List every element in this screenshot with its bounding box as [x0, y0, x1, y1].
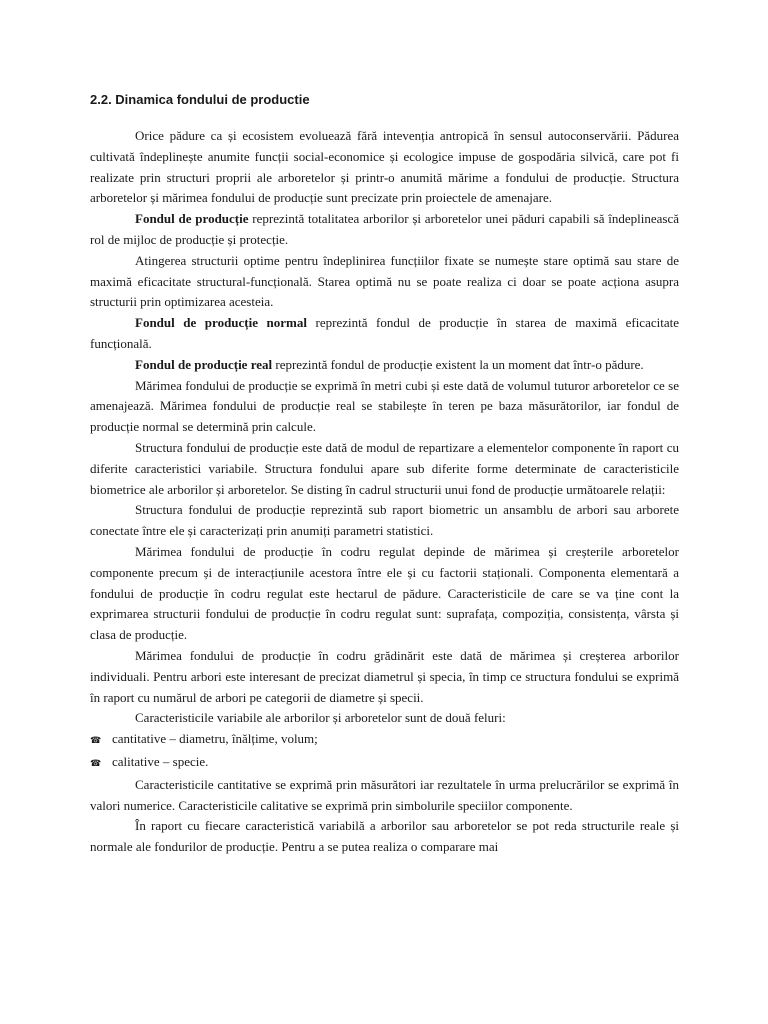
bold-term: Fondul de producție [135, 211, 249, 227]
paragraph [90, 646, 679, 708]
bullet-glyph-icon: ☎ [90, 758, 102, 769]
bold-term: Fondul de producție real [135, 356, 273, 372]
paragraph [90, 251, 679, 313]
paragraph [90, 209, 679, 251]
document-body [90, 126, 679, 858]
paragraph [90, 313, 679, 355]
paragraph [90, 816, 679, 858]
paragraph-text: Mărimea fondului de producție în codru regulat depinde de mărimea și creșterile arboretelor componente precum și de interacțiunile acestora între ele și cu factorii staționali. Componenta elementară a fondului de producție în codru regulat este hectarul de pădure. Caracteristicile de care se va ține cont la exprimarea structurii fondului de producție în codru regulat sunt: suprafața, compoziția, consistența, vârsta și clasa de producție. [90, 543, 679, 643]
paragraph [90, 708, 679, 729]
paragraph-text: Mărimea fondului de producție se exprimă în metri cubi și este dată de volumul tuturor arboretelor ce se amenajează. Mărimea fondului de producție real se stabilește în teren pe baza măsurătorilor, iar fondul de producție normal se determină prin calcule. [90, 377, 679, 435]
paragraph-text: Orice pădure ca și ecosistem evoluează fără intevenția antropică în sensul autoconservării. Pădurea cultivată îndeplinește anumite funcții social-economice și ecologice impuse de gospodăria silvică, care pot fi realizate prin structuri proprii ale arboretelor și printr-o anumită mărime a fondului de producție. Structura arboretelor și mărimea fondului de producție sunt precizate prin proiectele de amenajare. [90, 128, 679, 206]
paragraph-text: reprezintă totalitatea arborilor și arboretelor unei păduri capabili să îndeplinească rol de mijloc de producție și protecție. [90, 211, 679, 247]
paragraph-text: Structura fondului de producție reprezintă sub raport biometric un ansamblu de arbori sau arborete conectate între ele și caracterizați prin anumiți parametri statistici. [90, 502, 679, 539]
list-item [90, 752, 679, 775]
document-page [90, 92, 679, 858]
paragraph-text: reprezintă fondul de producție în starea de maximă eficacitate funcțională. [90, 315, 679, 351]
paragraph [90, 438, 679, 500]
section-heading: 2.2. Dinamica fondului de productie [90, 92, 310, 107]
bold-term: Fondul de producție normal [135, 315, 307, 331]
bullet-glyph-icon: ☎ [90, 736, 102, 747]
paragraph [90, 355, 679, 376]
paragraph [90, 542, 679, 646]
paragraph-text: reprezintă fondul de producție existent la un moment dat într-o pădure. [272, 356, 644, 372]
list-item [90, 729, 679, 752]
paragraph [90, 775, 679, 817]
paragraph-text: Structura fondului de producție este dată de modul de repartizare a elementelor componente în raport cu diferite caracteristici variabile. Structura fondului apare sub diferite forme determinate de caracteristicile biometrice ale arborilor și arboretelor. Se disting în cadrul structurii unui fond de producție următoarele relații: [90, 439, 679, 497]
list-item-text: calitative – specie. [112, 753, 209, 769]
paragraph-text: Mărimea fondului de producție în codru grădinărit este dată de mărimea și creșterea arborilor individuali. Pentru arbori este interesant de precizat diametrul și specia, în timp ce structura fondului se exprimă în raport cu numărul de arbori pe categorii de diametre și specii. [90, 647, 679, 705]
paragraph [90, 126, 679, 209]
list-item-text: cantitative – diametru, înălțime, volum; [112, 731, 318, 747]
paragraph [90, 500, 679, 542]
paragraph-text: Caracteristicile variabile ale arborilor și arboretelor sunt de două feluri: [135, 710, 506, 726]
paragraph-text: Atingerea structurii optime pentru îndeplinirea funcțiilor fixate se numește stare optimă sau stare de maximă eficacitate structural-funcțională. Starea optimă nu se poate realiza ci doar se poate acționa asupra structurii prin optimizarea acesteia. [90, 252, 679, 310]
paragraph-text: Caracteristicile cantitative se exprimă prin măsurători iar rezultatele în urma prelucrărilor se exprimă în valori numerice. Caracteristicile calitative se exprimă prin simbolurile speciilor componente. [90, 776, 679, 813]
paragraph [90, 376, 679, 438]
paragraph-text: În raport cu fiecare caracteristică variabilă a arborilor sau arboretelor se pot reda structurile reale și normale ale fondurilor de producție. Pentru a se putea realiza o comparare mai [90, 818, 679, 855]
